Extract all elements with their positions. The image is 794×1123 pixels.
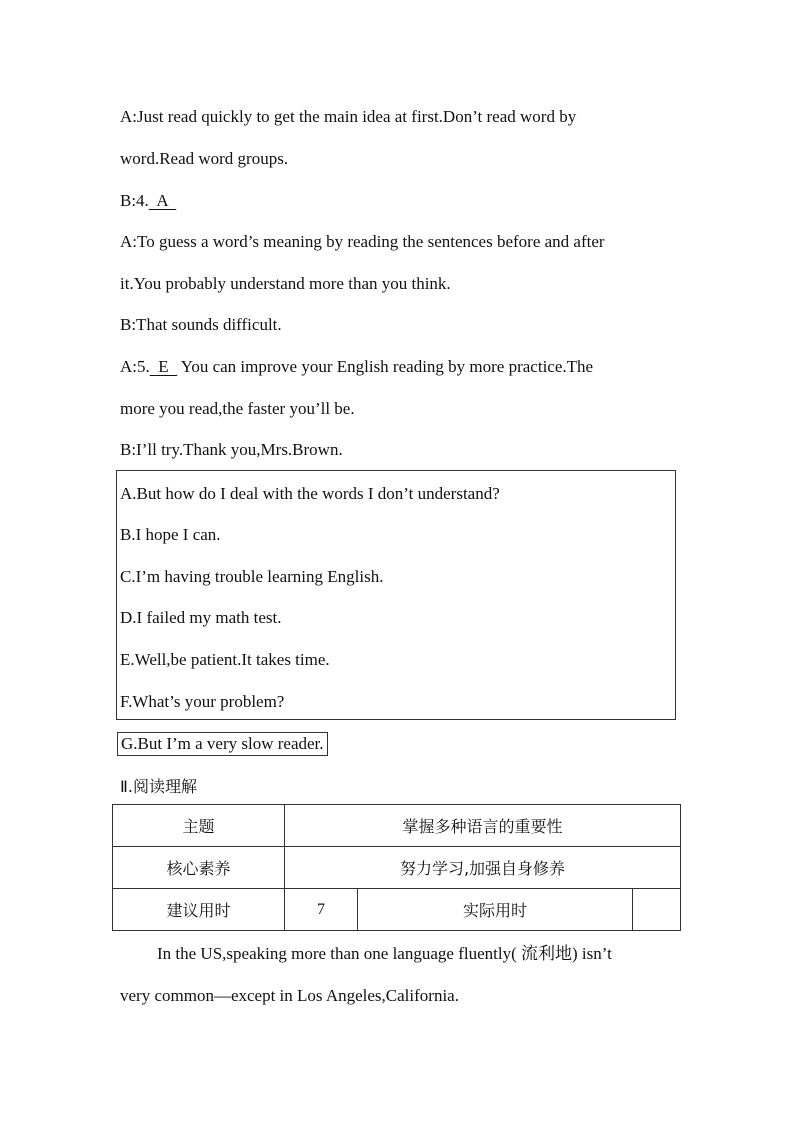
question-number: B:4. (120, 191, 149, 210)
dialogue-line-2: word.Read word groups. (120, 149, 289, 168)
option-b: B.I hope I can. (120, 525, 221, 544)
passage-line-2: very common—except in Los Angeles,California. (120, 986, 459, 1005)
option-e: E.Well,be patient.It takes time. (120, 650, 330, 669)
dialogue-line-3 (120, 191, 176, 211)
table-row (113, 847, 681, 889)
option-d: D.I failed my math test. (120, 608, 282, 627)
dialogue-text: You can improve your English reading by more practice.The (177, 357, 594, 376)
suggested-time-label: 建议用时 (113, 889, 285, 931)
passage-line-1: In the US,speaking more than one language fluently( 流利地) isn’t (157, 944, 612, 963)
answer-blank-5: E (149, 357, 178, 376)
actual-time-label: 实际用时 (358, 889, 633, 931)
option-f: F.What’s your problem? (120, 692, 285, 711)
dialogue-line-5: it.You probably understand more than you think. (120, 274, 451, 293)
dialogue-line-7 (120, 357, 593, 377)
answer-blank-4: A (148, 191, 177, 210)
topic-value: 掌握多种语言的重要性 (285, 805, 681, 847)
dialogue-line-8: more you read,the faster you’ll be. (120, 399, 355, 418)
topic-label: 主题 (113, 805, 285, 847)
section-title: Ⅱ.阅读理解 (120, 777, 197, 796)
suggested-time-value: 7 (285, 889, 358, 931)
actual-time-value[interactable] (633, 889, 681, 931)
question-number: A:5. (120, 357, 150, 376)
dialogue-line-1: A:Just read quickly to get the main idea at first.Don’t read word by (120, 107, 577, 126)
table-row (113, 889, 681, 931)
core-value: 努力学习,加强自身修养 (285, 847, 681, 889)
table-row (113, 805, 681, 847)
dialogue-line-9: B:I’ll try.Thank you,Mrs.Brown. (120, 440, 343, 459)
options-box (116, 470, 676, 720)
core-label: 核心素养 (113, 847, 285, 889)
dialogue-line-6: B:That sounds difficult. (120, 315, 282, 334)
option-g: G.But I’m a very slow reader. (117, 732, 328, 756)
dialogue-line-4: A:To guess a word’s meaning by reading the sentences before and after (120, 232, 605, 251)
info-table (112, 804, 681, 931)
option-c: C.I’m having trouble learning English. (120, 567, 384, 586)
option-a: A.But how do I deal with the words I don’t understand? (120, 484, 500, 503)
